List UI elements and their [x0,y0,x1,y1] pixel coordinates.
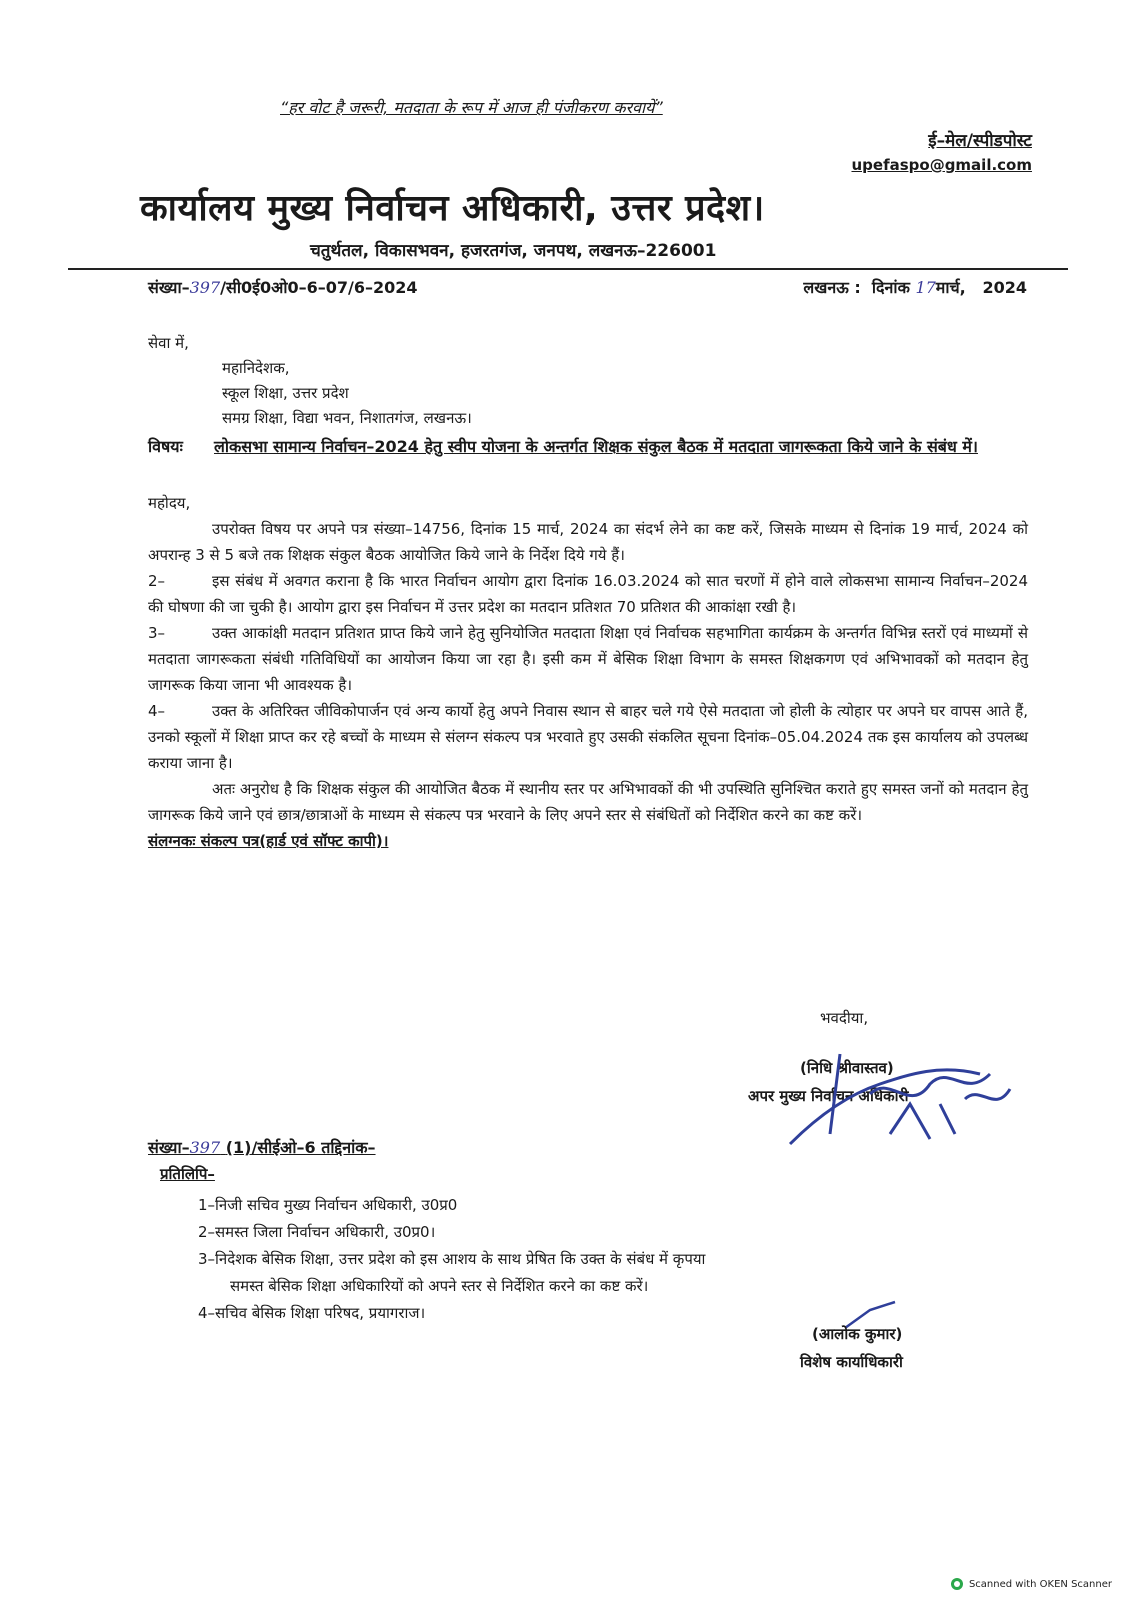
paragraph-number: 2– [148,572,166,590]
paragraph-number: 4– [148,702,166,720]
recipient-line: समग्र शिक्षा, विद्या भवन, निशातगंज, लखनऊ। [222,409,472,427]
paragraph-text: उक्त के अतिरिक्त जीविकोपार्जन एवं अन्य कार्यो हेतु अपने निवास स्थान से बाहर चले गये ऐसे मतदाता जो होली के त्योहार पर अपने घर वापस आते हैं, उनको स्कूलों में शिक्षा प्राप्त कर रहे बच्चों के माध्यम से संलग्न संकल्प पत्र भरवाते हुए उसकी संकलित सूचना दिनांक–05.04.2024 तक इस कार्यालय को उपलब्ध कराया जाना है। [148,702,1028,772]
office-title: कार्यालय मुख्य निर्वाचन अधिकारी, उत्तर प्रदेश। [140,188,765,229]
paragraph-text: उक्त आकांक्षी मतदान प्रतिशत प्राप्त किये जाने हेतु सुनियोजित मतदाता शिक्षा एवं निर्वाचक सहभागिता कार्यक्रम के अन्तर्गत विभिन्न स्तरों एवं माध्यमों से मतदाता जागरूकता संबंधी गतिविधियों का आयोजन किया जा रहा है। इसी कम में बेसिक शिक्षा विभाग के समस्त शिक्षकगण एवं अभिभावकों को मतदान हेतु जागरूक किया जाना भी आवश्यक है। [148,624,1028,694]
subject-text: लोकसभा सामान्य निर्वाचन–2024 हेतु स्वीप योजना के अन्तर्गत शिक्षक संकुल बैठक में मतदाता जागरूकता किये जाने के संबंध में। [214,437,978,456]
copy-label: प्रतिलिपि– [160,1165,215,1183]
header-divider [68,268,1068,270]
copy-reference [148,1136,376,1158]
reference-label: संख्या– [148,278,190,297]
signatory-name: (निधि श्रीवास्तव) [800,1059,894,1077]
subject-label: विषयः [148,437,183,456]
copy-ref-label: संख्या– [148,1138,190,1157]
slogan: “हर वोट है जरूरी, मतदाता के रूप में आज ही पंजीकरण करवायें” [280,98,663,117]
office-address: चतुर्थतल, विकासभवन, हजरतगंज, जनपथ, लखनऊ–226001 [310,241,717,261]
paragraph-5: अतः अनुरोध है कि शिक्षक संकुल की आयोजित बैठक में स्थानीय स्तर पर अभिभावकों की भी उपस्थिति सुनिश्चित कराते हुए समस्त जनों को मतदान हेतु जागरूक किये जाने एवं छात्र/छात्राओं के माध्यम से संकल्प पत्र भरवाने के लिए अपने स्तर से संबंधितों को निर्देशित करने का कष्ट करें। [148,780,1028,824]
copy-item: 1–निजी सचिव मुख्य निर्वाचन अधिकारी, उ0प्र0 [198,1196,458,1214]
copy-officer-designation: विशेष कार्याधिकारी [800,1353,903,1371]
signature-scribble [780,1044,1020,1164]
handwritten-day: 17 [915,278,936,297]
closing: भवदीया, [820,1009,869,1027]
recipient-address [222,356,472,431]
subject [148,434,998,460]
recipient-line: स्कूल शिक्षा, उत्तर प्रदेश [222,384,349,402]
scanner-text: Scanned with OKEN Scanner [968,1578,1112,1590]
date-label: दिनांक [871,278,910,297]
paragraph-3 [148,620,1028,698]
paragraph-4 [148,698,1028,776]
copy-ref-suffix: (1)/सीईओ–6 तद्दिनांक– [225,1138,376,1157]
paragraph-text: इस संबंध में अवगत कराना है कि भारत निर्वाचन आयोग द्वारा दिनांक 16.03.2024 को सात चरणों में होने वाले लोकसभा सामान्य निर्वाचन–2024 की घोषणा की जा चुकी है। आयोग द्वारा इस निर्वाचन में उत्तर प्रदेश का मतदान प्रतिशत 70 प्रतिशत की आकांक्षा रखी है। [148,572,1028,616]
letter-date [803,276,1027,298]
greeting: महोदय, [148,494,191,512]
date-month: मार्च, [935,278,966,297]
scanner-icon [951,1578,963,1590]
letter-body [148,490,1028,854]
paragraph-1: उपरोक्त विषय पर अपने पत्र संख्या–14756, दिनांक 15 मार्च, 2024 का संदर्भ लेने का कष्ट करें, जिसके माध्यम से दिनांक 19 मार्च, 2024 को अपरान्ह 3 से 5 बजे तक शिक्षक संकुल बैठक आयोजित किये जाने के निर्देश दिये गये हैं। [148,520,1028,564]
copy-item: 3–निदेशक बेसिक शिक्षा, उत्तर प्रदेश को इस आशय के साथ प्रेषित कि उक्त के संबंध में कृपया [198,1250,706,1268]
paragraph-number: 3– [148,624,166,642]
scanner-watermark [951,1578,1112,1590]
salutation-to: सेवा में, [148,334,189,352]
copy-officer-name: (आलोक कुमार) [812,1325,903,1343]
copy-item: 4–सचिव बेसिक शिक्षा परिषद, प्रयागराज। [198,1304,426,1322]
signatory-designation: अपर मुख्य निर्वाचन अधिकारी [748,1087,909,1105]
handwritten-reference-no: 397 [189,278,221,297]
handwritten-copy-no: 397 [189,1138,221,1157]
place: लखनऊ : [803,278,861,297]
dispatch-mode: ई–मेल/स्पीडपोस्ट [928,131,1032,151]
reference-suffix: /सी0ई0ओ0–6–07/6–2024 [220,278,418,297]
date-year: 2024 [982,278,1027,297]
reference-number [148,276,418,298]
office-email: upefaspo@gmail.com [851,156,1032,174]
copy-item: समस्त बेसिक शिक्षा अधिकारियों को अपने स्तर से निर्देशित करने का कष्ट करें। [230,1277,649,1295]
recipient-line: महानिदेशक, [222,359,290,377]
enclosure: संलग्नकः संकल्प पत्र(हार्ड एवं सॉफ्ट कापी)। [148,832,389,850]
paragraph-2 [148,568,1028,620]
copy-item: 2–समस्त जिला निर्वाचन अधिकारी, उ0प्र0। [198,1223,436,1241]
